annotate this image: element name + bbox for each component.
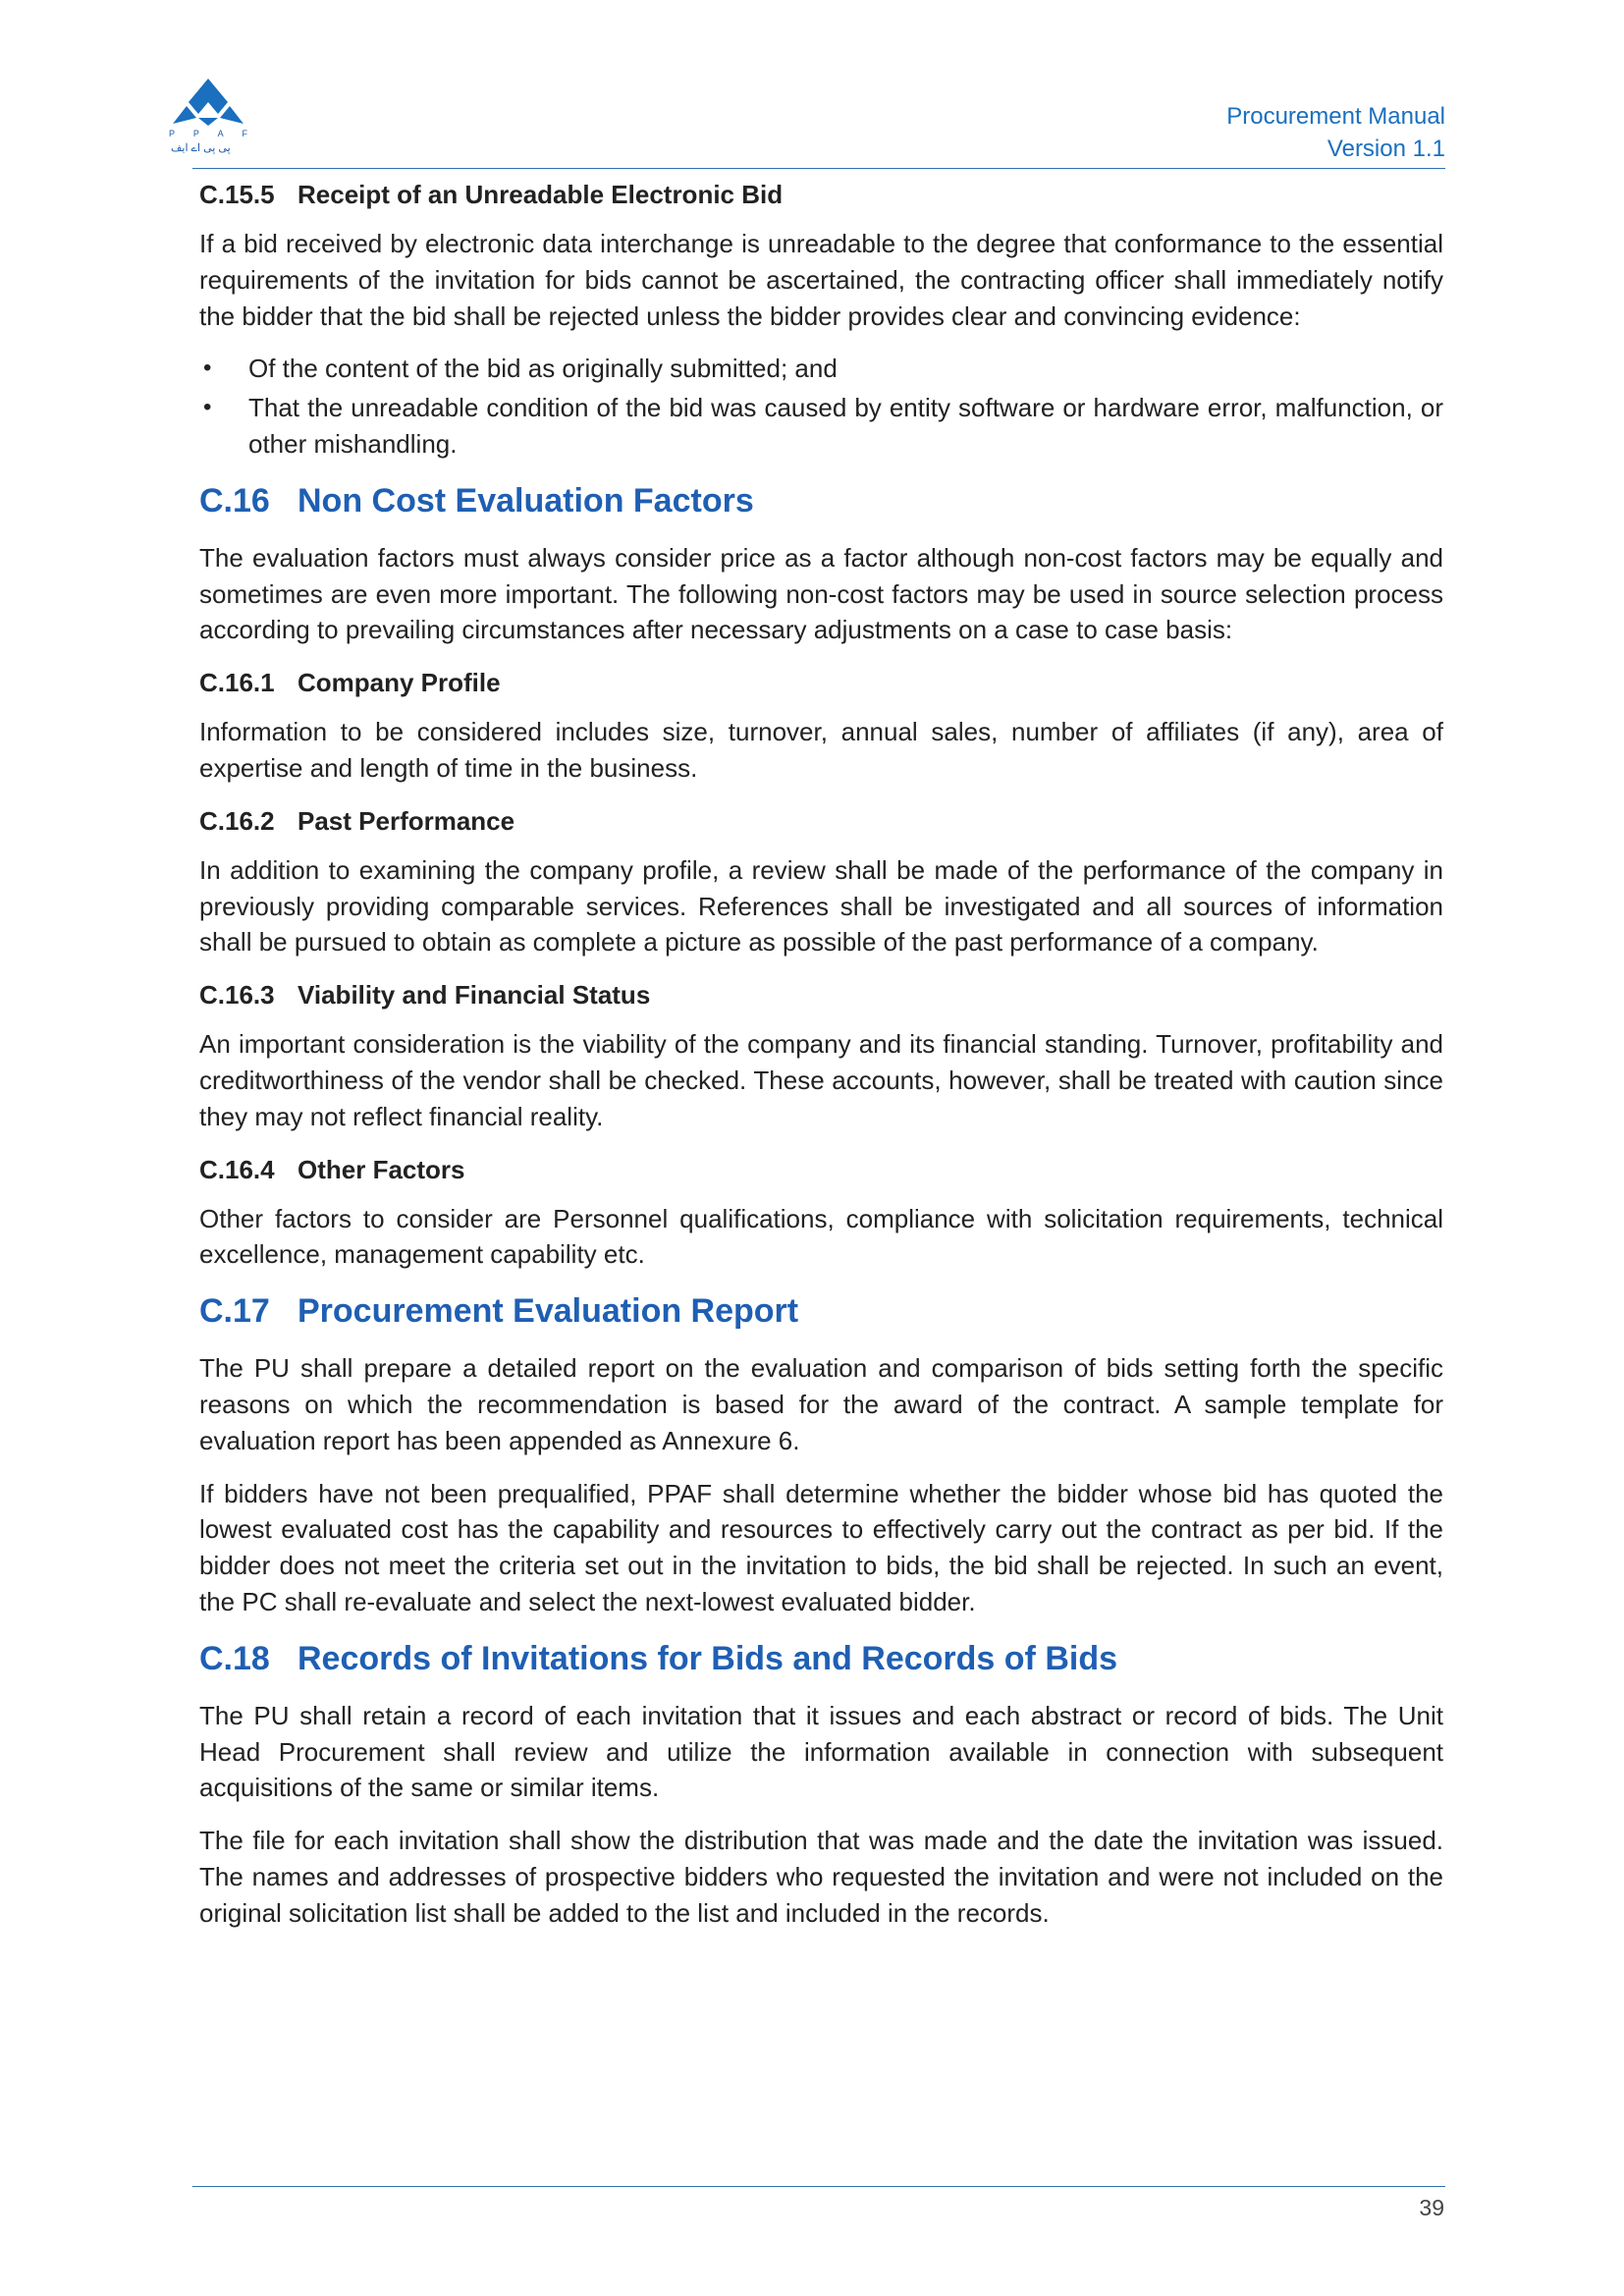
- heading-c17: [199, 1289, 1443, 1333]
- paragraph: If bidders have not been prequalified, PPAF shall determine whether the bidder whose bid has quoted the lowest evaluated cost has the capability and resources to effectively carry out the contract as per bid. If the bidder does not meet the criteria set out in the invitation to bids, the bid shall be rejected. In such an event, the PC shall re-evaluate and select the next-lowest evaluated bidder.: [199, 1478, 1443, 1616]
- section-number: C.17: [199, 1292, 270, 1331]
- page-header: [169, 77, 1445, 169]
- list-item: • That the unreadable condition of the bid was caused by entity software or hardware error, malfunction, or other mishandling.: [199, 390, 1443, 463]
- section-title: Records of Invitations for Bids and Records of Bids: [298, 1639, 1117, 1677]
- heading-c164: [199, 1152, 1443, 1187]
- heading-c18: [199, 1637, 1443, 1680]
- header-doc-info: [1226, 100, 1445, 165]
- section-title: Procurement Evaluation Report: [298, 1292, 799, 1331]
- paragraph: The PU shall retain a record of each invitation that it issues and each abstract or record of bids. The Unit Head Procurement shall review and utilize the information available in connection with subsequent acquisitions of the same or similar items.: [199, 1700, 1443, 1803]
- section-title: Viability and Financial Status: [298, 980, 651, 1011]
- section-title: Company Profile: [298, 668, 501, 698]
- section-title: Other Factors: [298, 1154, 465, 1184]
- bullet-list: [199, 351, 1443, 462]
- list-item: • Of the content of the bid as originally submitted; and: [199, 351, 1443, 387]
- paragraph: Information to be considered includes size, turnover, annual sales, number of affiliates (if any), area of expertise and length of time in the business.: [199, 717, 1443, 783]
- heading-c161: [199, 665, 1443, 700]
- section-title: Past Performance: [298, 805, 515, 836]
- header-divider: [192, 168, 1445, 169]
- section-number: C.16: [199, 481, 270, 519]
- logo-letter: F: [242, 129, 247, 138]
- paragraph: The file for each invitation shall show the distribution that was made and the date the invitation was issued. The names and addresses of prospective bidders who requested the invitation and were not included on the original solicitation list shall be added to the list and included in the records.: [199, 1826, 1443, 1928]
- heading-c155: [199, 177, 1443, 212]
- paragraph: The PU shall prepare a detailed report on the evaluation and comparison of bids setting forth the specific reasons on which the recommendation is based for the award of the contract. A sample template for evaluation report has been appended as Annexure 6.: [199, 1353, 1443, 1455]
- paragraph: If a bid received by electronic data interchange is unreadable to the degree that conformance to the essential requirements of the invitation for bids cannot be ascertained, the contracting officer shall immediately notify the bidder that the bid shall be rejected unless the bidder provides clear and convincing evidence:: [199, 229, 1443, 331]
- section-title: Non Cost Evaluation Factors: [298, 481, 754, 519]
- paragraph: The evaluation factors must always consider price as a factor although non-cost factors may be equally and sometimes are even more important. The following non-cost factors may be used in source selection process according to prevailing circumstances after necessary adjustments on a case to case basis:: [199, 542, 1443, 645]
- section-number: C.16.4: [199, 1154, 275, 1184]
- doc-version: Version 1.1: [1326, 136, 1445, 162]
- logo-letter: A: [217, 129, 224, 138]
- section-number: C.16.3: [199, 980, 275, 1011]
- page-number: 39: [1419, 2195, 1444, 2220]
- logo-letter: P: [192, 129, 199, 138]
- paragraph: Other factors to consider are Personnel qualifications, compliance with solicitation requirements, technical excellence, management capability etc.: [199, 1203, 1443, 1270]
- heading-c16: [199, 479, 1443, 522]
- paragraph: An important consideration is the viability of the company and its financial standing. Turnover, profitability and creditworthiness of the vendor shall be checked. These accounts, however, shall be treated with caution since they may not reflect financial reality.: [199, 1029, 1443, 1131]
- heading-c163: [199, 977, 1443, 1012]
- logo-urdu-text: پی پی اے ایف: [171, 142, 231, 154]
- paragraph: In addition to examining the company profile, a review shall be made of the performance of the company in previously providing comparable services. References shall be investigated and all sources of information shall be pursued to obtain as complete a picture as possible of the past performance of a company.: [199, 854, 1443, 957]
- logo-letters: [169, 129, 247, 138]
- section-number: C.18: [199, 1639, 270, 1677]
- section-number: C.16.2: [199, 805, 275, 836]
- logo-letter: P: [169, 129, 176, 138]
- ppaf-logo: [169, 77, 247, 165]
- logo-triangles-icon: [169, 77, 247, 128]
- footer-divider: [192, 2186, 1445, 2187]
- heading-c162: [199, 803, 1443, 839]
- section-number: C.16.1: [199, 668, 275, 698]
- page-content: [199, 177, 1443, 1948]
- doc-title: Procurement Manual: [1226, 103, 1445, 130]
- section-number: C.15.5: [199, 180, 275, 209]
- section-title: Receipt of an Unreadable Electronic Bid: [298, 180, 784, 209]
